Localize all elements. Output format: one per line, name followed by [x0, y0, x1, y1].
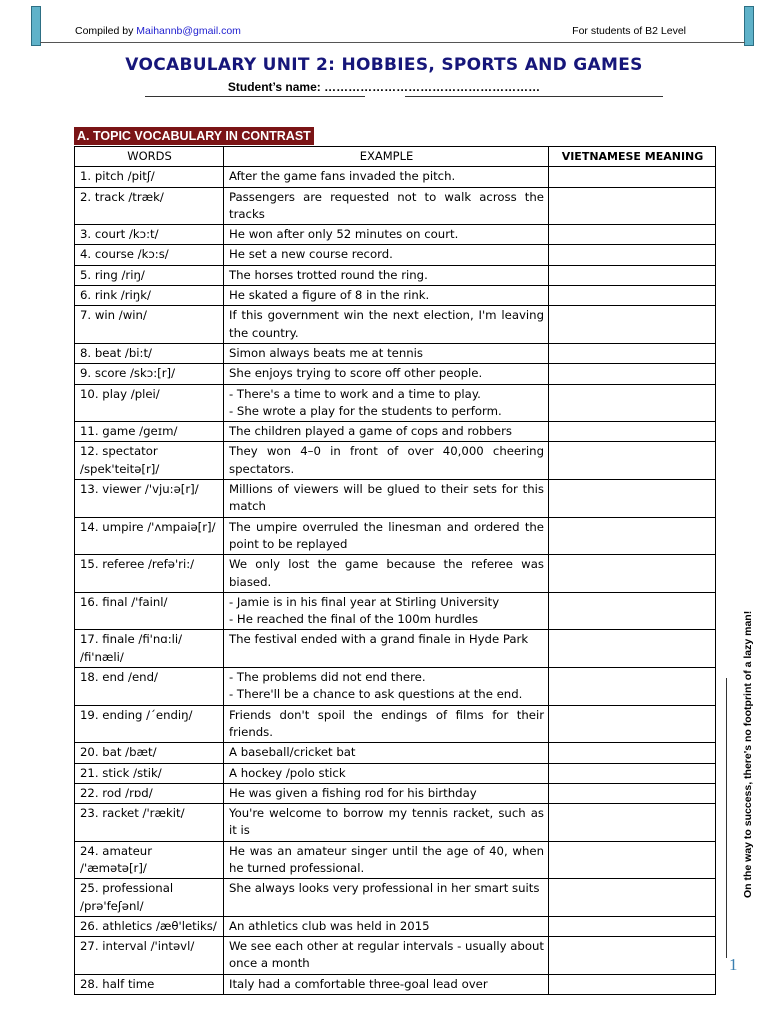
meaning-input-cell[interactable] [549, 245, 716, 265]
word-cell: 11. game /geɪm/ [75, 422, 224, 442]
meaning-input-cell[interactable] [549, 974, 716, 994]
meaning-input-cell[interactable] [549, 763, 716, 783]
example-cell: Millions of viewers will be glued to their sets for this match [224, 480, 549, 518]
meaning-input-cell[interactable] [549, 225, 716, 245]
meaning-input-cell[interactable] [549, 804, 716, 842]
word-cell: 13. viewer /'vju:ə[r]/ [75, 480, 224, 518]
meaning-input-cell[interactable] [549, 916, 716, 936]
side-divider [726, 678, 727, 958]
word-cell: 17. finale /fi'nɑ:li/ /fi'næli/ [75, 630, 224, 668]
example-cell: An athletics club was held in 2015 [224, 916, 549, 936]
word-cell: 23. racket /'rækit/ [75, 804, 224, 842]
word-cell: 3. court /kɔ:t/ [75, 225, 224, 245]
table-row [75, 343, 716, 363]
meaning-input-cell[interactable] [549, 167, 716, 187]
table-row [75, 384, 716, 422]
word-cell: 12. spectator /spek'teitə[r]/ [75, 442, 224, 480]
example-cell: We only lost the game because the referee was biased. [224, 555, 549, 593]
table-body [75, 167, 716, 995]
meaning-input-cell[interactable] [549, 442, 716, 480]
word-cell: 19. ending /´endiŋ/ [75, 705, 224, 743]
word-cell: 27. interval /'intəvl/ [75, 937, 224, 975]
column-header-words: WORDS [75, 147, 224, 167]
example-cell: Italy had a comfortable three-goal lead over [224, 974, 549, 994]
table-row [75, 916, 716, 936]
meaning-input-cell[interactable] [549, 743, 716, 763]
example-cell: - The problems did not end there. - There'll be a chance to ask questions at the end. [224, 668, 549, 706]
word-cell: 1. pitch /pitʃ/ [75, 167, 224, 187]
table-row [75, 630, 716, 668]
table-row [75, 167, 716, 187]
word-cell: 20. bat /bæt/ [75, 743, 224, 763]
table-row [75, 555, 716, 593]
example-cell: They won 4–0 in front of over 40,000 cheering spectators. [224, 442, 549, 480]
table-row [75, 804, 716, 842]
table-row [75, 286, 716, 306]
word-cell: 22. rod /rɒd/ [75, 783, 224, 803]
vocabulary-table [74, 146, 716, 995]
word-cell: 4. course /kɔ:s/ [75, 245, 224, 265]
word-cell: 10. play /plei/ [75, 384, 224, 422]
table-row [75, 225, 716, 245]
word-cell: 9. score /skɔ:[r]/ [75, 364, 224, 384]
word-cell: 15. referee /refə'ri:/ [75, 555, 224, 593]
word-cell: 5. ring /riŋ/ [75, 265, 224, 285]
table-row [75, 668, 716, 706]
example-cell: You're welcome to borrow my tennis racket, such as it is [224, 804, 549, 842]
example-cell: Passengers are requested not to walk across the tracks [224, 187, 549, 225]
meaning-input-cell[interactable] [549, 937, 716, 975]
example-cell: If this government win the next election, I'm leaving the country. [224, 306, 549, 344]
header-left-bar [31, 6, 41, 46]
table-row [75, 592, 716, 630]
example-cell: She always looks very professional in her smart suits [224, 879, 549, 917]
column-header-example: EXAMPLE [224, 147, 549, 167]
meaning-input-cell[interactable] [549, 422, 716, 442]
example-cell: He was an amateur singer until the age of 40, when he turned professional. [224, 841, 549, 879]
word-cell: 28. half time [75, 974, 224, 994]
example-cell: The horses trotted round the ring. [224, 265, 549, 285]
word-cell: 6. rink /riŋk/ [75, 286, 224, 306]
page-number: 1 [729, 955, 738, 974]
table-row [75, 480, 716, 518]
meaning-input-cell[interactable] [549, 555, 716, 593]
meaning-input-cell[interactable] [549, 705, 716, 743]
meaning-input-cell[interactable] [549, 879, 716, 917]
table-row [75, 974, 716, 994]
meaning-input-cell[interactable] [549, 480, 716, 518]
word-cell: 18. end /end/ [75, 668, 224, 706]
meaning-input-cell[interactable] [549, 668, 716, 706]
table-header-row [75, 147, 716, 167]
author-email-link[interactable]: Maihannb@gmail.com [136, 25, 241, 37]
meaning-input-cell[interactable] [549, 384, 716, 422]
meaning-input-cell[interactable] [549, 343, 716, 363]
table-row [75, 187, 716, 225]
example-cell: The children played a game of cops and robbers [224, 422, 549, 442]
example-cell: After the game fans invaded the pitch. [224, 167, 549, 187]
example-cell: He skated a figure of 8 in the rink. [224, 286, 549, 306]
meaning-input-cell[interactable] [549, 517, 716, 555]
compiled-prefix: Compiled by [75, 25, 137, 37]
header-right-bar [744, 6, 754, 46]
meaning-input-cell[interactable] [549, 286, 716, 306]
word-cell: 2. track /træk/ [75, 187, 224, 225]
compiled-by [75, 25, 241, 37]
word-cell: 26. athletics /æθ'letiks/ [75, 916, 224, 936]
example-cell: Simon always beats me at tennis [224, 343, 549, 363]
example-cell: Friends don't spoil the endings of films for their friends. [224, 705, 549, 743]
example-cell: - Jamie is in his final year at Stirling University - He reached the final of the 100m hurdles [224, 592, 549, 630]
example-cell: The umpire overruled the linesman and ordered the point to be replayed [224, 517, 549, 555]
example-cell: The festival ended with a grand finale in Hyde Park [224, 630, 549, 668]
header-divider [40, 42, 745, 43]
meaning-input-cell[interactable] [549, 841, 716, 879]
example-cell: - There's a time to work and a time to play. - She wrote a play for the students to perform. [224, 384, 549, 422]
table-row [75, 265, 716, 285]
word-cell: 24. amateur /'æmətə[r]/ [75, 841, 224, 879]
table-row [75, 422, 716, 442]
side-motto: On the way to success, there's no footprint of a lazy man! [742, 610, 754, 898]
table-row [75, 879, 716, 917]
name-underline-right [405, 96, 663, 97]
student-name-field: Student’s name: ……………………………………………… [227, 80, 541, 94]
table-row [75, 705, 716, 743]
example-cell: She enjoys trying to score off other people. [224, 364, 549, 384]
word-cell: 16. final /'fainl/ [75, 592, 224, 630]
name-underline-left [145, 96, 365, 97]
example-cell: He won after only 52 minutes on court. [224, 225, 549, 245]
table-row [75, 783, 716, 803]
word-cell: 21. stick /stik/ [75, 763, 224, 783]
table-row [75, 442, 716, 480]
word-cell: 25. professional /prə'feʃənl/ [75, 879, 224, 917]
table-row [75, 937, 716, 975]
meaning-input-cell[interactable] [549, 592, 716, 630]
example-cell: A hockey /polo stick [224, 763, 549, 783]
meaning-input-cell[interactable] [549, 630, 716, 668]
table-row [75, 743, 716, 763]
word-cell: 7. win /win/ [75, 306, 224, 344]
meaning-input-cell[interactable] [549, 265, 716, 285]
meaning-input-cell[interactable] [549, 364, 716, 384]
table-row [75, 364, 716, 384]
column-header-vietnamese-meaning: VIETNAMESE MEANING [549, 147, 716, 167]
word-cell: 14. umpire /'ʌmpaiə[r]/ [75, 517, 224, 555]
example-cell: He was given a fishing rod for his birthday [224, 783, 549, 803]
section-heading: A. TOPIC VOCABULARY IN CONTRAST [74, 127, 314, 145]
table-row [75, 245, 716, 265]
audience-label: For students of B2 Level [572, 25, 686, 37]
example-cell: We see each other at regular intervals - usually about once a month [224, 937, 549, 975]
meaning-input-cell[interactable] [549, 187, 716, 225]
page-title: VOCABULARY UNIT 2: HOBBIES, SPORTS AND GAMES [125, 55, 643, 75]
example-cell: He set a new course record. [224, 245, 549, 265]
table-row [75, 306, 716, 344]
example-cell: A baseball/cricket bat [224, 743, 549, 763]
table-row [75, 517, 716, 555]
word-cell: 8. beat /bi:t/ [75, 343, 224, 363]
meaning-input-cell[interactable] [549, 783, 716, 803]
table-row [75, 841, 716, 879]
meaning-input-cell[interactable] [549, 306, 716, 344]
table-row [75, 763, 716, 783]
